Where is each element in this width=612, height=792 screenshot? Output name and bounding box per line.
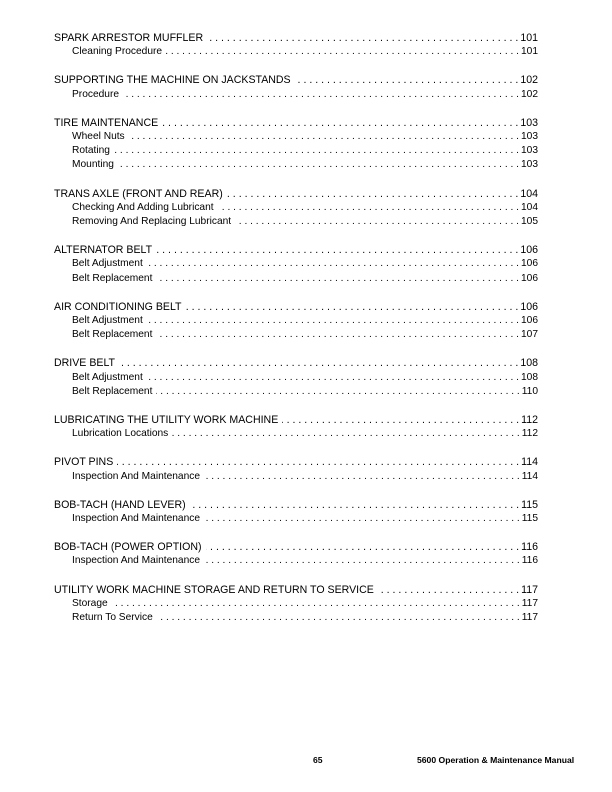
toc-entry-page-number: 102: [521, 88, 538, 100]
toc-heading-label: AIR CONDITIONING BELT: [54, 300, 182, 313]
dot-leader: [172, 427, 519, 441]
toc-entry-page-number: 115: [521, 513, 538, 525]
toc-entry[interactable]: [54, 554, 538, 568]
toc-entry-label: Lubrication Locations: [72, 428, 169, 440]
dot-leader: [123, 88, 519, 102]
toc-entry[interactable]: [54, 371, 538, 385]
toc-entry[interactable]: [54, 611, 538, 625]
toc-entry-label: Inspection And Maintenance: [72, 555, 200, 567]
toc-heading-label: TRANS AXLE (FRONT AND REAR): [54, 187, 223, 200]
toc-heading[interactable]: [54, 187, 538, 201]
toc-heading[interactable]: [54, 31, 538, 45]
toc-entry[interactable]: [54, 45, 538, 59]
dot-leader: [147, 371, 519, 385]
toc-entry-label: Procedure: [72, 88, 120, 100]
dot-leader: [162, 116, 518, 130]
toc-entry-page-number: 117: [521, 597, 538, 609]
toc-entry[interactable]: [54, 158, 538, 172]
toc-entry-label: Belt Adjustment: [72, 315, 143, 327]
dot-leader: [156, 243, 518, 257]
toc-heading[interactable]: [54, 116, 538, 130]
toc-entry-label: Mounting: [72, 159, 114, 171]
toc-section: [54, 116, 538, 173]
toc-section: [54, 243, 538, 286]
toc-heading-label: BOB-TACH (HAND LEVER): [54, 498, 186, 511]
toc-entry-page-number: 108: [521, 371, 538, 383]
toc-entry-page-number: 110: [521, 385, 538, 397]
toc-heading-label: UTILITY WORK MACHINE STORAGE AND RETURN TO SERVICE: [54, 583, 374, 596]
dot-leader: [235, 215, 519, 229]
toc-entry-page-number: 106: [521, 315, 538, 327]
toc-heading[interactable]: [54, 243, 538, 257]
toc-heading-page-number: 103: [520, 116, 538, 129]
toc-heading-label: TIRE MAINTENANCE: [54, 116, 159, 129]
toc-section: [54, 187, 538, 230]
toc-entry[interactable]: [54, 88, 538, 102]
toc-section: [54, 455, 538, 483]
toc-entry-page-number: 112: [521, 428, 538, 440]
toc-heading-page-number: 102: [520, 74, 538, 87]
toc-heading-page-number: 108: [520, 357, 538, 370]
toc-entry-page-number: 106: [521, 272, 538, 284]
toc-heading-page-number: 104: [520, 187, 538, 200]
toc-entry[interactable]: [54, 470, 538, 484]
dot-leader: [157, 611, 520, 625]
toc-entry-label: Belt Replacement: [72, 272, 153, 284]
dot-leader: [156, 328, 519, 342]
toc-entry-page-number: 106: [521, 258, 538, 270]
toc-heading-label: DRIVE BELT: [54, 357, 116, 370]
toc-heading-page-number: 106: [520, 300, 538, 313]
toc-entry[interactable]: [54, 257, 538, 271]
dot-leader: [114, 144, 519, 158]
toc-entry-page-number: 101: [521, 46, 538, 58]
toc-heading[interactable]: [54, 583, 538, 597]
dot-leader: [378, 583, 519, 597]
toc-entry[interactable]: [54, 201, 538, 215]
toc-entry-page-number: 116: [521, 555, 538, 567]
toc-section: [54, 31, 538, 59]
toc-entry[interactable]: [54, 215, 538, 229]
dot-leader: [118, 158, 519, 172]
toc-heading-label: PIVOT PINS: [54, 456, 114, 469]
toc-entry[interactable]: [54, 314, 538, 328]
dot-leader: [227, 187, 519, 201]
toc-section: [54, 498, 538, 526]
toc-entry-page-number: 103: [521, 145, 538, 157]
toc-entry[interactable]: [54, 512, 538, 526]
toc-entry-page-number: 103: [521, 159, 538, 171]
toc-section: [54, 583, 538, 626]
dot-leader: [204, 554, 520, 568]
toc-entry-label: Belt Replacement: [72, 329, 153, 341]
dot-leader: [156, 385, 519, 399]
toc-entry-label: Wheel Nuts: [72, 131, 125, 143]
toc-entry[interactable]: [54, 597, 538, 611]
toc-heading-page-number: 114: [521, 456, 538, 469]
dot-leader: [117, 455, 519, 469]
toc-entry-label: Inspection And Maintenance: [72, 513, 200, 525]
toc-section: [54, 73, 538, 101]
toc-entry-label: Cleaning Procedure: [72, 46, 163, 58]
toc-heading-label: LUBRICATING THE UTILITY WORK MACHINE: [54, 414, 279, 427]
toc-entry[interactable]: [54, 385, 538, 399]
toc-section: [54, 540, 538, 568]
toc-entry-label: Removing And Replacing Lubricant: [72, 216, 232, 228]
dot-leader: [156, 272, 519, 286]
dot-leader: [119, 356, 518, 370]
dot-leader: [147, 314, 519, 328]
dot-leader: [282, 413, 519, 427]
toc-entry-page-number: 103: [521, 131, 538, 143]
toc-entry[interactable]: [54, 144, 538, 158]
toc-heading-label: SUPPORTING THE MACHINE ON JACKSTANDS: [54, 74, 291, 87]
dot-leader: [204, 512, 520, 526]
toc-heading[interactable]: [54, 498, 538, 512]
toc-entry-page-number: 114: [521, 470, 538, 482]
toc-entry-page-number: 107: [521, 329, 538, 341]
manual-title: 5600 Operation & Maintenance Manual: [417, 755, 575, 765]
table-of-contents: [54, 31, 538, 639]
toc-entry-label: Belt Adjustment: [72, 258, 143, 270]
toc-heading-label: BOB-TACH (POWER OPTION): [54, 541, 202, 554]
dot-leader: [190, 498, 519, 512]
dot-leader: [218, 201, 519, 215]
page-number: 65: [313, 755, 323, 765]
toc-entry[interactable]: [54, 130, 538, 144]
toc-entry-label: Inspection And Maintenance: [72, 470, 200, 482]
dot-leader: [204, 470, 520, 484]
toc-heading-page-number: 116: [521, 541, 538, 554]
toc-heading[interactable]: [54, 356, 538, 370]
toc-entry[interactable]: [54, 427, 538, 441]
toc-heading[interactable]: [54, 455, 538, 469]
toc-heading-page-number: 117: [521, 583, 538, 596]
toc-section: [54, 356, 538, 399]
toc-entry-page-number: 104: [521, 201, 538, 213]
dot-leader: [295, 73, 519, 87]
toc-entry-label: Belt Adjustment: [72, 371, 143, 383]
dot-leader: [206, 540, 520, 554]
dot-leader: [147, 257, 519, 271]
dot-leader: [207, 31, 518, 45]
toc-heading-page-number: 101: [520, 32, 538, 44]
dot-leader: [129, 130, 519, 144]
dot-leader: [166, 45, 519, 59]
toc-entry-label: Rotating: [72, 145, 110, 157]
toc-heading-page-number: 106: [520, 244, 538, 257]
toc-entry-page-number: 105: [521, 216, 538, 228]
toc-heading[interactable]: [54, 300, 538, 314]
toc-entry-label: Return To Service: [72, 612, 153, 624]
toc-heading-label: ALTERNATOR BELT: [54, 244, 153, 257]
toc-entry-page-number: 117: [521, 612, 538, 624]
dot-leader: [112, 597, 520, 611]
toc-heading-page-number: 115: [521, 498, 538, 511]
toc-entry-label: Storage: [72, 597, 108, 609]
toc-entry-label: Belt Replacement: [72, 385, 153, 397]
toc-heading-page-number: 112: [521, 414, 538, 427]
toc-heading-label: SPARK ARRESTOR MUFFLER: [54, 32, 204, 44]
toc-heading[interactable]: [54, 73, 538, 87]
toc-heading[interactable]: [54, 540, 538, 554]
toc-entry-label: Checking And Adding Lubricant: [72, 201, 214, 213]
toc-entry[interactable]: [54, 328, 538, 342]
toc-heading[interactable]: [54, 413, 538, 427]
dot-leader: [186, 300, 519, 314]
toc-section: [54, 413, 538, 441]
toc-entry[interactable]: [54, 272, 538, 286]
toc-section: [54, 300, 538, 343]
